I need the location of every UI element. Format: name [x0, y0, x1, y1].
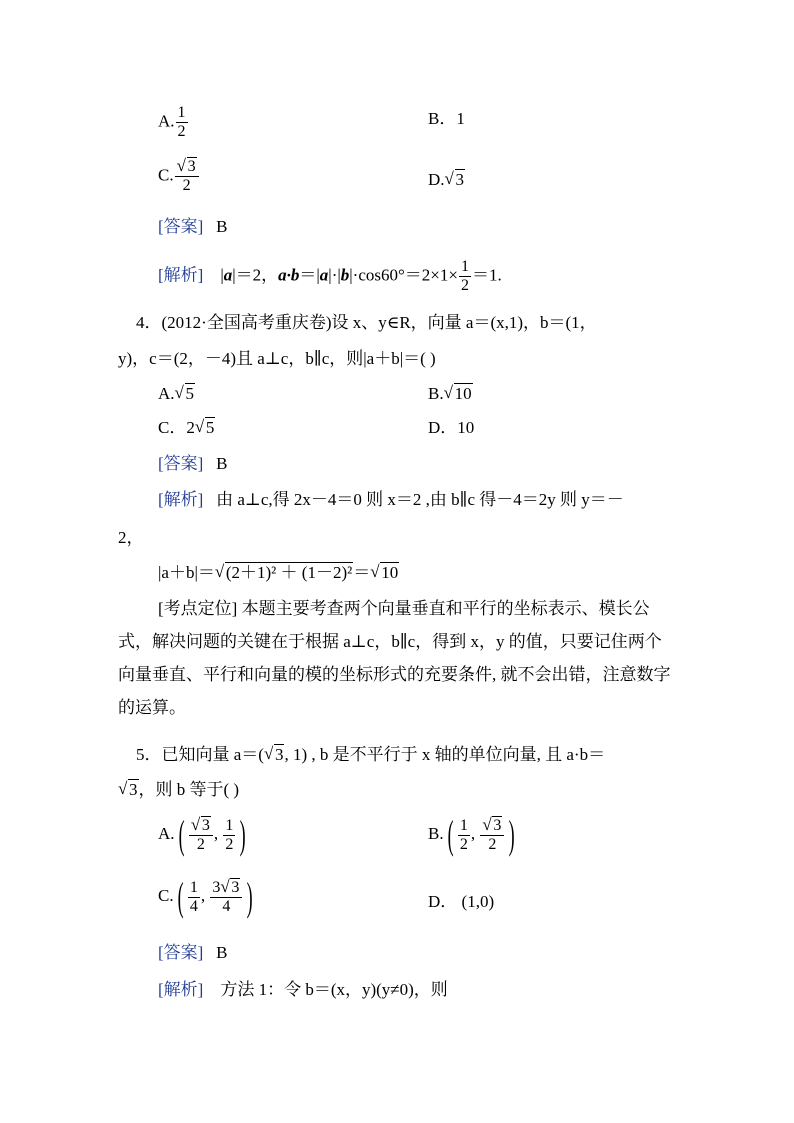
q5-stem-line1: 5．已知向量 a＝(√ 3, 1) , b 是不平行于 x 轴的单位向量, 且 a·b＝ — [136, 745, 605, 765]
q5-answer: [答案] B — [158, 943, 228, 962]
q4-answer: [答案] B — [158, 454, 228, 473]
q4-stem-line2: y)，c＝(2，－4)且 a⊥c，b∥c，则|a＋b|＝( ) — [118, 349, 436, 368]
q4-kaodian: [考点定位] 本题主要考查两个向量垂直和平行的坐标表示、模长公式，解决问题的关键在于根据 a⊥c，b∥c，得到 x，y 的值，只要记住两个向量垂直、平行和向量的模的坐标形式的充要条件, 就不会出错，注意数字的运算。 — [118, 599, 671, 717]
q3-option-c: C. √ $\frac{3}{2}$ — [158, 158, 200, 195]
q3-analysis: [解析] |a|＝2，a·b＝|a|·|b|·cos60°＝2×1× $\frac{1}{2}$ ＝1. — [158, 258, 502, 294]
q3-answer: [答案] B — [158, 217, 228, 236]
q3-option-a: A. $\frac{1}{2}$ — [158, 104, 186, 140]
q5-option-b: B.( $\frac{1}{2}$ , √ $\frac{3}{2}$ ) — [428, 815, 519, 855]
q4-option-c: C．2√ 5 — [158, 418, 215, 438]
q4-analysis-line3: |a＋b|＝√ (2＋1)² ＋ (1－2)²＝√ 10 — [158, 563, 399, 583]
q4-option-d: D．10 — [428, 418, 475, 437]
q5-stem-line2: √ 3，则 b 等于( ) — [118, 780, 239, 800]
q5-option-a: A.( √ $\frac{3}{2}$ , $\frac{1}{2}$ ) — [158, 815, 250, 855]
q5-option-c: C.( $\frac{1}{4}$ , $\frac{3√ 3}{4}$ ) — [158, 877, 257, 917]
q5-option-d: D． (1,0) — [428, 892, 495, 911]
q4-stem-line1: 4．(2012·全国高考重庆卷)设 x、y∈R，向量 a＝(x,1)，b＝(1， — [136, 313, 597, 332]
q3-option-d: D.√ 3 — [428, 170, 465, 190]
q4-analysis-line2: 2， — [118, 528, 144, 547]
fraction: $\frac{1}{2}$ — [460, 258, 469, 294]
q4-option-a: A.√ 5 — [158, 384, 195, 404]
q4-option-b: B.√ 10 — [428, 384, 473, 404]
fraction: $\frac{1}{2}$ — [177, 104, 186, 140]
fraction: √ $\frac{3}{2}$ — [175, 158, 199, 195]
q3-option-b: B．1 — [428, 109, 465, 128]
q5-analysis: [解析] 方法 1：令 b＝(x，y)(y≠0)，则 — [158, 980, 448, 999]
q4-analysis-line1: [解析] 由 a⊥c,得 2x－4＝0 则 x＝2 ,由 b∥c 得－4＝2y 则 y＝－ — [158, 490, 624, 509]
